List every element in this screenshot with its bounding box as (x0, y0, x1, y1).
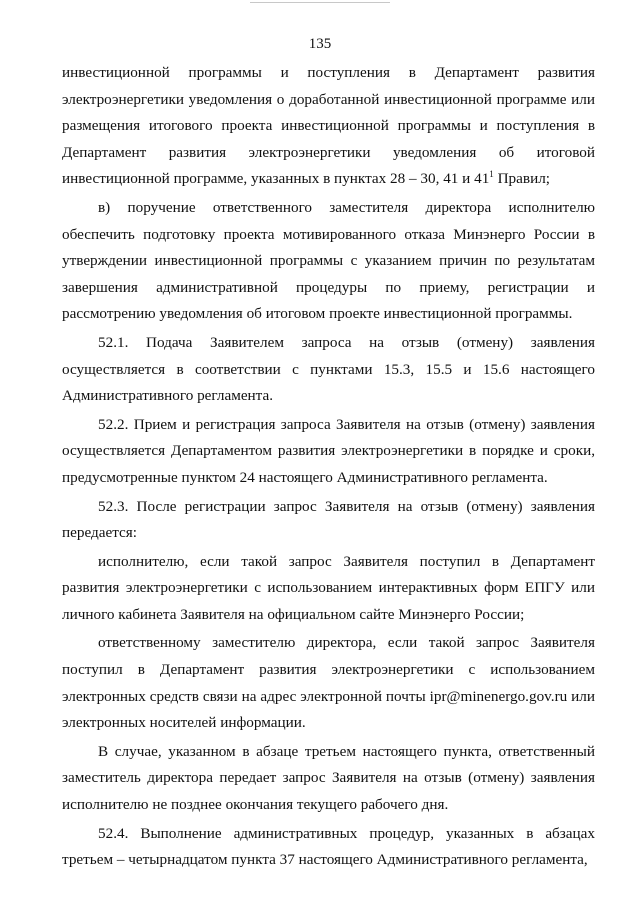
document-body (62, 60, 595, 874)
paragraph-52-3: 52.3. После регистрации запрос Заявителя на отзыв (отмену) заявления передается: (62, 497, 595, 542)
paragraph-item-v: в) поручение ответственного заместителя директора исполнителю обеспечить подготовку проекта мотивированного отказа Минэнерго России в утверждении инвестиционной программы с указанием причин по результатам завершения административной процедуры по приему, регистрации и рассмотрению уведомления об итоговом проекте инвестиционной программы. (62, 198, 595, 323)
paragraph-52-2: 52.2. Прием и регистрация запроса Заявителя на отзыв (отмену) заявления осуществляется Департаментом развития электроэнергетики в порядке и сроки, предусмотренные пунктом 24 настоящего Административного регламента. (62, 415, 595, 486)
superscript-index: 1 (489, 169, 494, 180)
paragraph-text: инвестиционной программы и поступления в Департамент развития электроэнергетики уведомления о доработанной инвестиционной программе или размещения итогового проекта инвестиционной программы и поступления в Департамент развития электроэнергетики уведомления об итоговой инвестиционной программе, указанных в пунктах 28 – 30, 41 и 41 (62, 64, 595, 188)
paragraph-52-3-deputy: ответственному заместителю директора, если такой запрос Заявителя поступил в Департамент развития электроэнергетики с использованием электронных средств связи на адрес электронной почты ipr@minenergo.gov.ru или электронных носителей информации. (62, 634, 595, 732)
paragraph-52-4: 52.4. Выполнение административных процедур, указанных в абзацах третьем – четырнадцатом пункта 37 настоящего Административного регламента, (62, 824, 595, 869)
page-number: 135 (308, 36, 332, 52)
paragraph-52-1: 52.1. Подача Заявителем запроса на отзыв (отмену) заявления осуществляется в соответствии с пунктами 15.3, 15.5 и 15.6 настоящего Административного регламента. (62, 333, 595, 405)
scan-edge-line (250, 2, 390, 3)
paragraph-52-3-transfer: В случае, указанном в абзаце третьем настоящего пункта, ответственный заместитель директора передает запрос Заявителя на отзыв (отмену) заявления исполнителю не позднее окончания текущего рабочего дня. (62, 742, 595, 814)
paragraph-52-3-executor: исполнителю, если такой запрос Заявителя поступил в Департамент развития электроэнергетики с использованием интерактивных форм ЕПГУ или личного кабинета Заявителя на официальном сайте Минэнерго России; (62, 552, 595, 623)
paragraph-tail: Правил; (493, 170, 550, 188)
paragraph-continuation (62, 60, 595, 193)
